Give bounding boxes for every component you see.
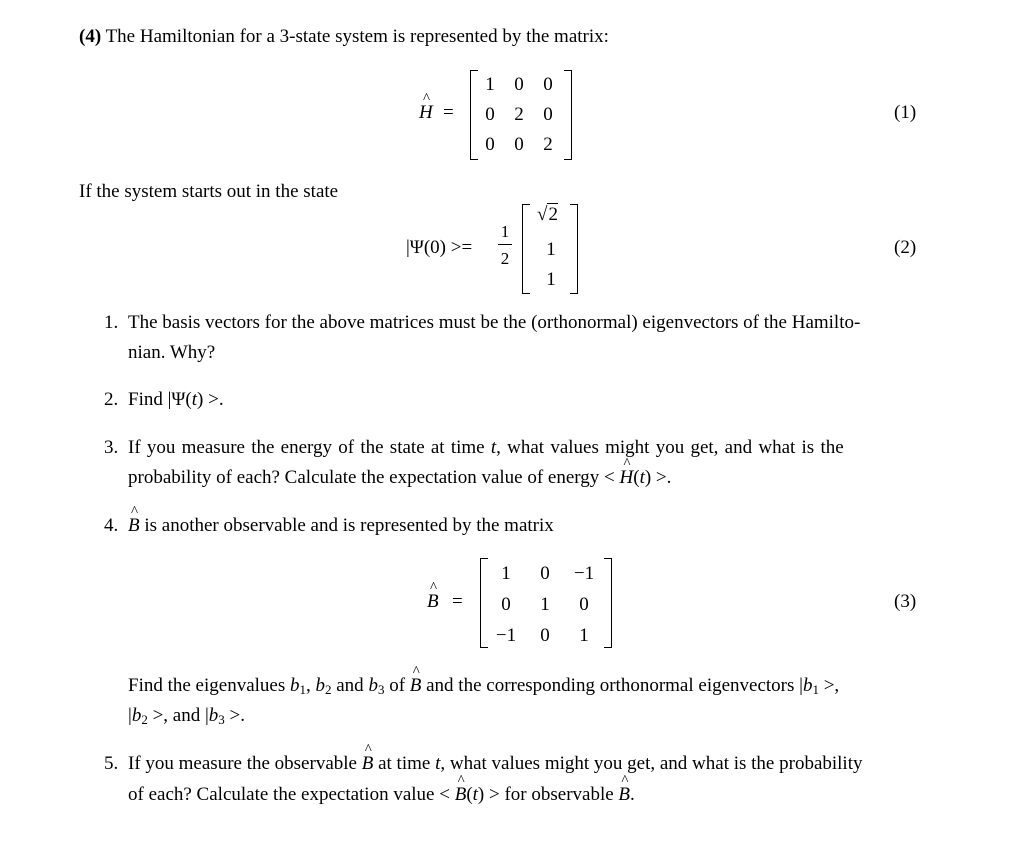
eq2-sqrt: √2 <box>537 204 558 225</box>
item-1-line-2: nian. Why? <box>128 342 216 363</box>
eq3-lhs: ^ B <box>427 592 439 611</box>
eq3-cell: 0 <box>579 594 589 615</box>
item-4-text: ^ B is another observable and is represented by the matrix <box>128 516 554 535</box>
eq1-equals: = <box>443 102 454 123</box>
eq3-cell: −1 <box>495 625 517 646</box>
item-3-line-2: probability of each? Calculate the expectation value of energy < ^ H(t) >. <box>128 468 671 487</box>
eq1-cell: 1 <box>485 74 495 95</box>
problem-heading <box>79 27 609 46</box>
eq2-label: (2) <box>894 237 917 258</box>
eq2-frac-den: 2 <box>500 249 510 268</box>
eq2-entry: 1 <box>546 269 556 290</box>
item-1-number: 1. <box>104 312 119 333</box>
item-5-line-1: If you measure the observable ^ B at time t, what values might you get, and what is the probability <box>128 754 863 773</box>
eq3-label: (3) <box>894 591 917 612</box>
eq2-frac-num: 1 <box>500 222 510 241</box>
item-4-eigen-line-1: Find the eigenvalues $b_1$, $b_2$ and $b_3$ of ^ B and the corresponding orthonormal eigenvectors $|b_1$ >, <box>128 676 839 696</box>
eq2-right-bracket <box>570 204 578 294</box>
problem-statement: The Hamiltonian for a 3-state system is represented by the matrix: <box>105 26 609 47</box>
item-1-line-1: The basis vectors for the above matrices must be the (orthonormal) eigenvectors of the Hamilto- <box>128 312 861 333</box>
eq1-cell: 0 <box>543 74 553 95</box>
eq3-cell: 0 <box>501 594 511 615</box>
eq3-cell: 1 <box>579 625 589 646</box>
eq1-cell: 0 <box>514 74 524 95</box>
eq1-cell: 0 <box>485 104 495 125</box>
eq1-cell: 2 <box>514 104 524 125</box>
item-4-number: 4. <box>104 515 119 536</box>
initial-state-intro: If the system starts out in the state <box>79 181 339 202</box>
item-5-line-2: of each? Calculate the expectation value < ^ B(t) > for observable ^ B. <box>128 785 635 804</box>
eq1-left-bracket <box>470 70 478 160</box>
item-3-line-1: If you measure the energy of the state at time t, what values might you get, and what is the <box>128 437 844 458</box>
item-5-number: 5. <box>104 753 119 774</box>
eq3-cell: 0 <box>540 625 550 646</box>
eq3-left-bracket <box>480 558 488 648</box>
problem-number: (4) <box>79 26 102 47</box>
eq1-label: (1) <box>894 102 917 123</box>
eq2-lhs: |Ψ(0) >= <box>406 237 473 258</box>
eq1-cell: 0 <box>485 134 495 155</box>
item-2-text: Find |Ψ(t) >. <box>128 389 224 410</box>
eq3-equals: = <box>452 591 463 612</box>
eq1-cell: 0 <box>514 134 524 155</box>
eq1-cell: 0 <box>543 104 553 125</box>
eq1-right-bracket <box>564 70 572 160</box>
eq3-cell: 1 <box>540 594 550 615</box>
eq1-lhs: ^ H <box>419 103 433 122</box>
item-3-number: 3. <box>104 437 119 458</box>
eq3-right-bracket <box>604 558 612 648</box>
item-2-number: 2. <box>104 389 119 410</box>
eq3-cell: 0 <box>540 563 550 584</box>
eq3-cell: −1 <box>573 563 595 584</box>
eq1-cell: 2 <box>543 134 553 155</box>
eq2-entry: 1 <box>546 239 556 260</box>
eq2-left-bracket <box>522 204 530 294</box>
item-4-eigen-line-2: $|b_2$ >, and $|b_3$ >. <box>128 705 245 727</box>
eq3-cell: 1 <box>501 563 511 584</box>
eq2-frac-bar <box>498 244 512 245</box>
